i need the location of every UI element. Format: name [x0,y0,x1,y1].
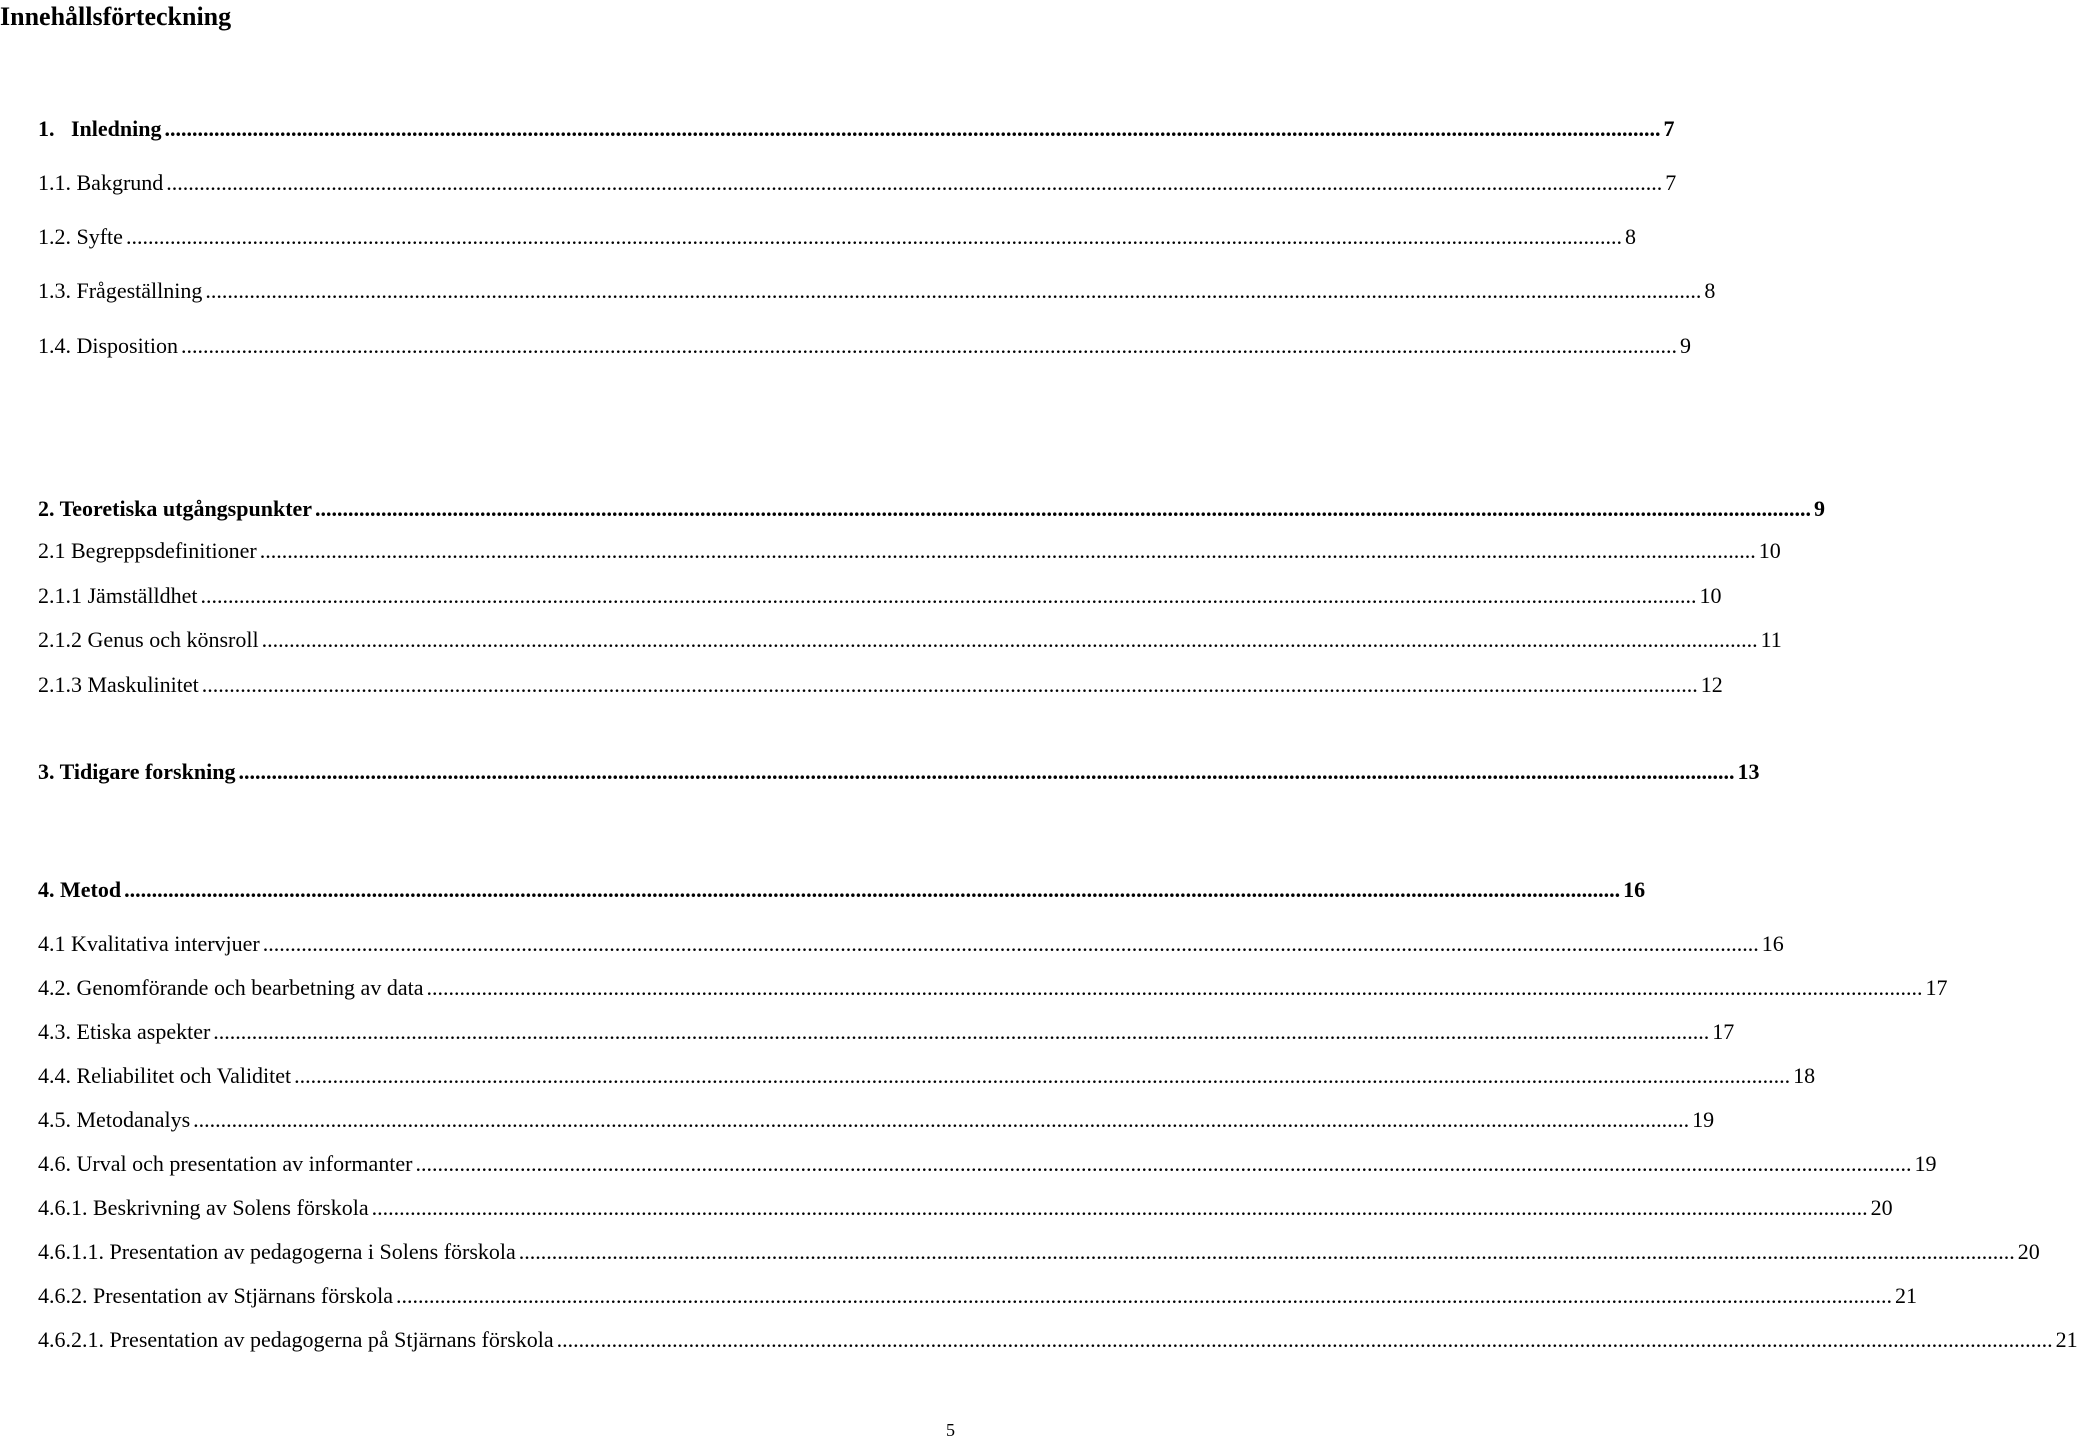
toc-entry-page: 21 [1895,1283,1917,1308]
toc-entry-label: 1.1. Bakgrund [38,170,164,195]
toc-leader-dots [126,221,1622,253]
toc-leader-dots [315,493,1811,525]
toc-leader-dots [262,624,1758,656]
toc-entry-page: 11 [1760,627,1782,652]
toc-entry-genomforande[interactable] [38,972,1948,1004]
toc-leader-dots [166,167,1662,199]
toc-entry-label: 4.1 Kvalitativa intervjuer [38,931,260,956]
toc-entry-page: 20 [2017,1239,2040,1264]
toc-entry-disposition[interactable] [38,330,1691,362]
toc-entry-page: 8 [1704,278,1716,303]
toc-title: Innehållsförteckning [0,2,232,31]
toc-entry-page: 20 [1870,1195,1893,1220]
toc-entry-label: 4.6. Urval och presentation av informanter [38,1151,413,1176]
toc-entry-page: 9 [1814,496,1826,521]
toc-entry-tidigare-forskning[interactable] [38,756,1760,788]
toc-leader-dots [557,1324,2053,1356]
toc-entry-label: 1. Inledning [38,116,162,141]
toc-entry-page: 10 [1758,538,1781,563]
toc-entry-page: 19 [1914,1151,1937,1176]
toc-entry-reliabilitet[interactable] [38,1060,1816,1092]
toc-entry-syfte[interactable] [38,221,1636,253]
toc-entry-page: 9 [1679,333,1691,358]
toc-entry-page: 18 [1793,1063,1816,1088]
toc-leader-dots [213,1016,1709,1048]
toc-entry-page: 7 [1665,170,1677,195]
toc-entry-pedagogerna-solens[interactable] [38,1236,2040,1268]
toc-leader-dots [372,1192,1868,1224]
toc-entry-label: 4.6.2.1. Presentation av pedagogerna på Stjärnans förskola [38,1327,554,1352]
toc-entry-stjarnans-forskola[interactable] [38,1280,1917,1312]
toc-entry-page: 21 [2055,1327,2078,1352]
toc-entry-label: 2.1.1 Jämställdhet [38,583,198,608]
toc-leader-dots [205,275,1701,307]
toc-entry-inledning[interactable] [38,113,1675,145]
toc-entry-page: 17 [1925,975,1948,1000]
toc-leader-dots [181,330,1677,362]
toc-entry-label: 4.6.1.1. Presentation av pedagogerna i Solens förskola [38,1239,516,1264]
toc-entry-fragestallning[interactable] [38,275,1716,307]
toc-entry-label: 2.1.3 Maskulinitet [38,672,199,697]
toc-entry-label: 2. Teoretiska utgångspunkter [38,496,313,521]
toc-leader-dots [165,113,1661,145]
toc-leader-dots [124,874,1620,906]
toc-entry-page: 17 [1712,1019,1735,1044]
toc-entry-jamstalldhet[interactable] [38,580,1722,612]
toc-entry-kvalitativa-intervjuer[interactable] [38,928,1784,960]
toc-entry-page: 7 [1663,116,1675,141]
toc-entry-metodanalys[interactable] [38,1104,1715,1136]
toc-leader-dots [193,1104,1689,1136]
toc-leader-dots [396,1280,1892,1312]
toc-entry-page: 19 [1692,1107,1715,1132]
toc-entry-label: 4.3. Etiska aspekter [38,1019,211,1044]
toc-entry-label: 4.5. Metodanalys [38,1107,191,1132]
toc-entry-page: 10 [1699,583,1722,608]
toc-entry-page: 16 [1623,877,1646,902]
toc-entry-urval[interactable] [38,1148,1937,1180]
toc-entry-page: 8 [1624,224,1636,249]
toc-entry-label: 1.3. Frågeställning [38,278,203,303]
toc-leader-dots [415,1148,1911,1180]
page-number: 5 [946,1420,955,1440]
toc-entry-teoretiska-utgangspunkter[interactable] [38,493,1826,525]
toc-entry-pedagogerna-stjarnans[interactable] [38,1324,2078,1356]
toc-entry-page: 16 [1761,931,1784,956]
toc-entry-label: 4.4. Reliabilitet och Validitet [38,1063,292,1088]
toc-entry-label: 4. Metod [38,877,122,902]
toc-leader-dots [426,972,1922,1004]
toc-entry-maskulinitet[interactable] [38,669,1723,701]
toc-entry-label: 1.4. Disposition [38,333,178,358]
toc-entry-begreppsdefinitioner[interactable] [38,535,1781,567]
toc-leader-dots [260,535,1756,567]
toc-entry-label: 3. Tidigare forskning [38,759,236,784]
toc-entry-genus-och-konsroll[interactable] [38,624,1782,656]
toc-leader-dots [519,1236,2015,1268]
toc-entry-label: 4.2. Genomförande och bearbetning av data [38,975,424,1000]
toc-entry-page: 13 [1737,759,1760,784]
toc-leader-dots [202,669,1698,701]
toc-entry-page: 12 [1700,672,1723,697]
toc-entry-label: 4.6.2. Presentation av Stjärnans förskola [38,1283,393,1308]
toc-entry-label: 1.2. Syfte [38,224,123,249]
toc-entry-bakgrund[interactable] [38,167,1677,199]
toc-leader-dots [294,1060,1790,1092]
toc-leader-dots [238,756,1734,788]
toc-leader-dots [263,928,1759,960]
toc-entry-metod[interactable] [38,874,1646,906]
toc-entry-label: 4.6.1. Beskrivning av Solens förskola [38,1195,369,1220]
toc-entry-solens-forskola[interactable] [38,1192,1893,1224]
toc-entry-label: 2.1 Begreppsdefinitioner [38,538,257,563]
toc-leader-dots [200,580,1696,612]
toc-entry-etiska-aspekter[interactable] [38,1016,1735,1048]
toc-entry-label: 2.1.2 Genus och könsroll [38,627,259,652]
